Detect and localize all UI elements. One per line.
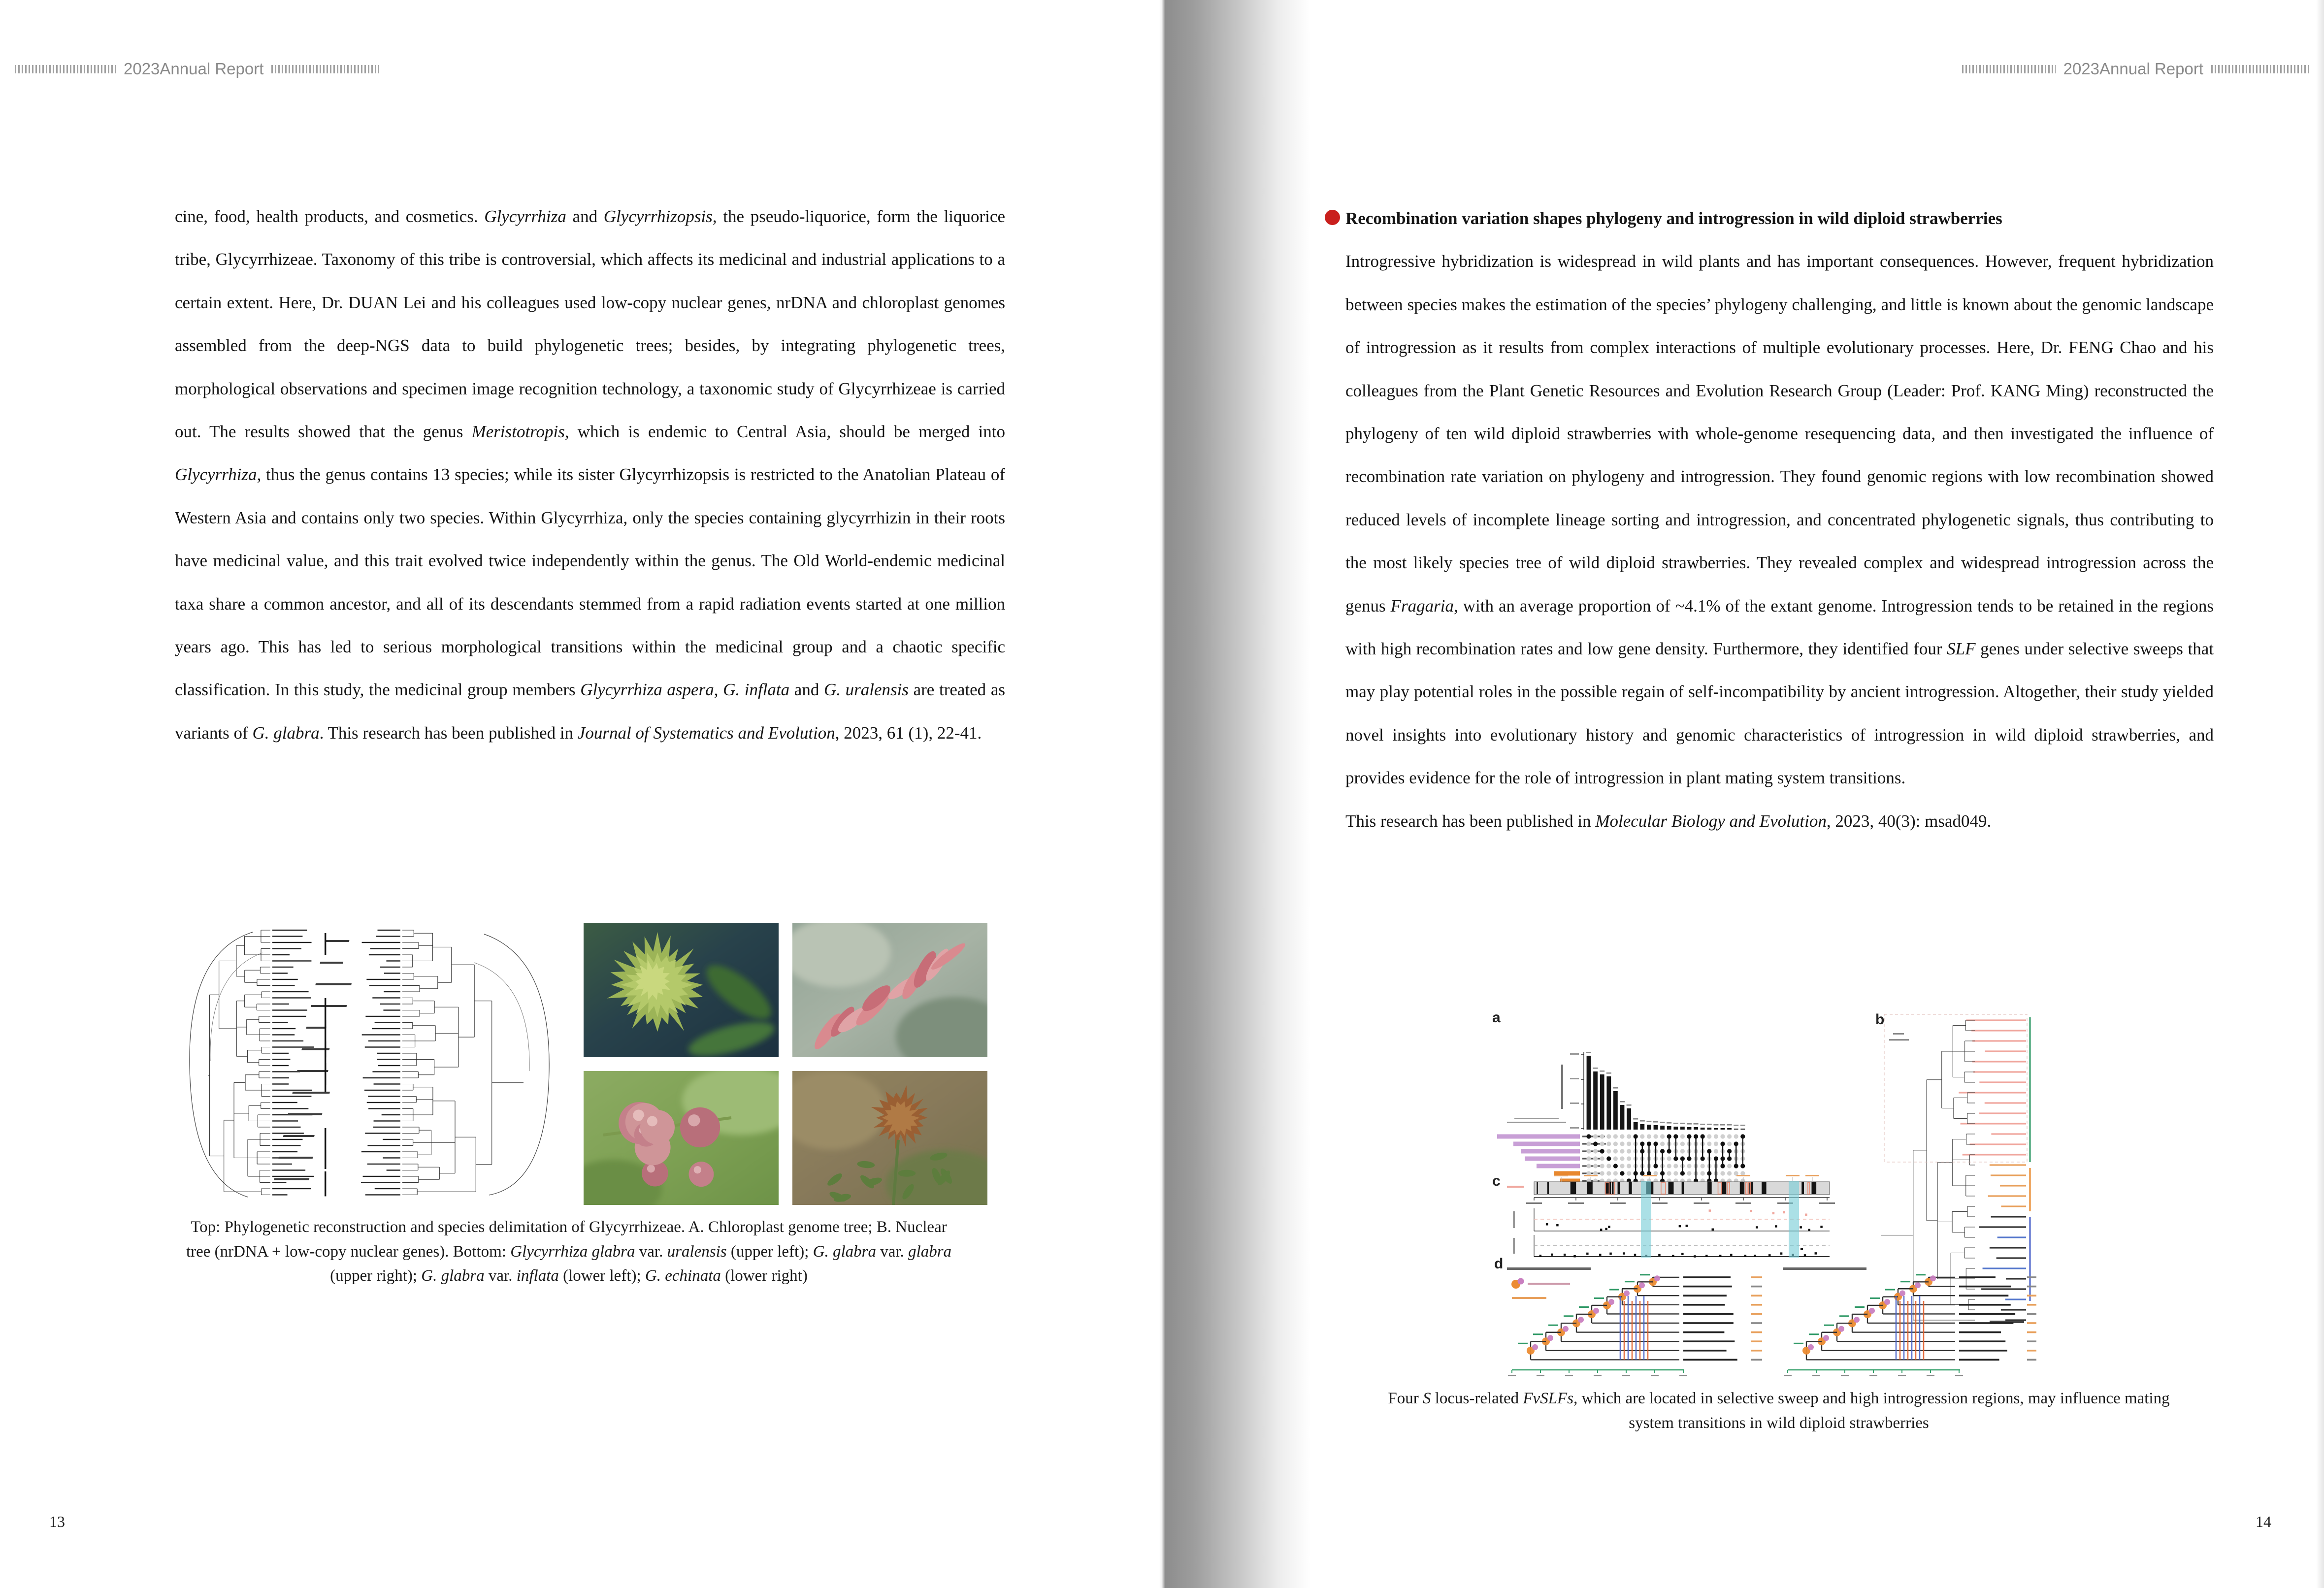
species-photo-grid	[584, 923, 987, 1205]
phylogenetic-tree-illustration	[179, 923, 560, 1206]
panel-label-b: b	[1875, 1011, 1885, 1028]
panel-label-d: d	[1494, 1256, 1504, 1272]
right-body-text	[1345, 197, 2214, 843]
genomics-figure	[1487, 1005, 2036, 1379]
right-figure-caption: Four S locus-related FvSLFs, which are located in selective sweep and high introgression regions, may influence mating system transitions in wild diploid strawberries	[1388, 1390, 2170, 1432]
header-title-left: 2023Annual Report	[124, 60, 264, 78]
genomics-figure-illustration	[1487, 1005, 2036, 1379]
right-paragraph: Introgressive hybridization is widespread in wild plants and has important consequences. However, frequent hybridization between species makes the estimation of the species’ phylogeny challenging, and little is known about the genomic landscape of introgression as it results from complex interactions of multiple evolutionary processes. Here, Dr. FENG Chao and his colleagues from the Plant Genetic Resources and Evolution Research Group (Leader: Prof. KANG Ming) reconstructed the phylogeny of ten wild diploid strawberries with whole-genome resequencing data, and then investigated the influence of recombination rate variation on phylogeny and introgression. They found genomic regions with low recombination showed reduced levels of incomplete lineage sorting and introgression, and concentrated phylogenetic signals, thus contributing to the most likely species tree of wild diploid strawberries. They revealed complex and widespread introgression across the genus Fragaria, with an average proportion of ~4.1% of the extant genome. Introgression tends to be retained in the regions with high recombination rates and low gene density. Furthermore, they identified four SLF genes under selective sweeps that may play potential roles in the possible regain of self-incompatibility by ancient introgression. Altogether, their study yielded novel insights into evolutionary history and genomic characteristics of introgression in wild diploid strawberries, and provides evidence for the role of introgression in plant mating system transitions.	[1345, 252, 2214, 788]
photo-glabra-var-uralensis	[584, 923, 779, 1057]
header-rule-left-b	[271, 65, 379, 73]
header-rule-right-a	[1962, 65, 2056, 73]
phylogeny-figure	[179, 923, 560, 1206]
page-edge-shade	[2316, 0, 2324, 1588]
green-spiky-fruit-photo	[584, 923, 779, 1057]
page-number-left: 13	[49, 1513, 65, 1530]
panel-label-a: a	[1492, 1009, 1501, 1026]
left-paragraph: cine, food, health products, and cosmetics. Glycyrrhiza and Glycyrrhizopsis, the pseudo-liquorice, form the liquorice tribe, Glycyrrhizeae. Taxonomy of this tribe is controversial, which affects its medicinal and industrial applications to a certain extent. Here, Dr. DUAN Lei and his colleagues used low-copy nuclear genes, nrDNA and chloroplast genomes assembled from the deep-NGS data to build phylogenetic trees; besides, by integrating phylogenetic trees, morphological observations and specimen image recognition technology, a taxonomic study of Glycyrrhizeae is carried out. The results showed that the genus Meristotropis, which is endemic to Central Asia, should be merged into Glycyrrhiza, thus the genus contains 13 species; while its sister Glycyrrhizopsis is restricted to the Anatolian Plateau of Western Asia and contains only two species. Within Glycyrrhiza, only the species containing glycyrrhizin in their roots have medicinal value, and this trait evolved twice independently within the genus. The Old World-endemic medicinal taxa share a common ancestor, and all of its descendants stemmed from a rapid radiation events started at one million years ago. This has led to serious morphological transitions within the medicinal group and a chaotic specific classification. In this study, the medicinal group members Glycyrrhiza aspera, G. inflata and G. uralensis are treated as variants of G. glabra. This research has been published in Journal of Systematics and Evolution, 2023, 61 (1), 22-41.	[175, 207, 1005, 743]
header-right	[1923, 58, 2310, 80]
section-heading: Recombination variation shapes phylogeny and introgression in wild diploid strawberries	[1345, 209, 2002, 228]
header-rule-left-a	[15, 65, 116, 73]
header-left	[15, 58, 379, 80]
red-round-pods-photo	[584, 1071, 779, 1205]
header-rule-right-b	[2211, 65, 2310, 73]
published-line: This research has been published in Molecular Biology and Evolution, 2023, 40(3): msad049.	[1345, 811, 1992, 831]
pink-flower-spike-photo	[792, 923, 987, 1057]
photo-glabra-var-glabra	[792, 923, 987, 1057]
left-figure-caption: Top: Phylogenetic reconstruction and species delimitation of Glycyrrhizeae. A. Chloroplast genome tree; B. Nuclear tree (nrDNA + low-copy nuclear genes). Bottom: Glycyrrhiza glabra var. uralensis (upper left); G. glabra var. glabra (upper right); G. glabra var. inflata (lower left); G. echinata (lower right)	[186, 1218, 952, 1285]
page-number-right: 14	[2256, 1513, 2271, 1530]
photo-echinata	[792, 1071, 987, 1205]
section-bullet-icon	[1325, 210, 1340, 225]
panel-label-c: c	[1492, 1173, 1501, 1189]
left-body-text	[175, 195, 1005, 754]
header-title-right: 2023Annual Report	[2063, 60, 2203, 78]
photo-glabra-var-inflata	[584, 1071, 779, 1205]
binding-shadow	[1159, 0, 1310, 1588]
brown-seed-head-photo	[792, 1071, 987, 1205]
